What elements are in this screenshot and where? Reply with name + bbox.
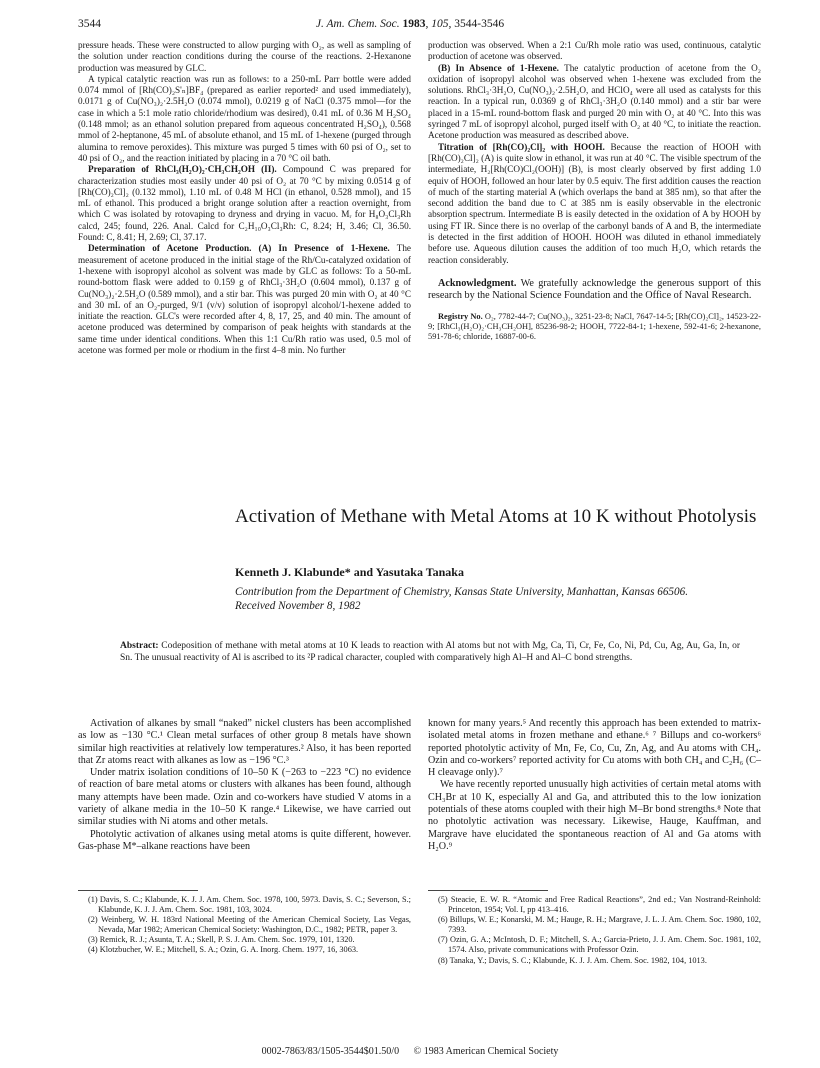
page-number: 3544 [78, 18, 101, 30]
body-right-column [428, 718, 761, 853]
paragraph: A typical catalytic reaction was run as follows: to a 250-mL Parr bottle were added 0.074 mmol of [Rh(CO)₂S'ₙ]BF₄ (prepared as earlier reported² and used immediately), 0.0171 g of Cu(NO₃)₂·2.5H₂O (0.074 mmol), 0.0219 g of NaCl (0.375 mmol—for the case in which a 5:1 mole ratio chloride/rhodium was desired), 0.41 mL of 0.36 M H₂SO₄ (0.148 mmol; as an ethanol solution prepared from aqueous concentrated H₂SO₄), 0.568 mmol of 2-heptanone, 45 mL of absolute ethanol, and 15 mL of 1-hexene (purged through alumina to remove peroxides). This mixture was purged 5 times with 60 psi of O₂, set to 40 psi of O₂, and the reaction initiated by placing in a 70 °C oil bath. [78, 73, 411, 163]
footnote: (7) Ozin, G. A.; McIntosh, D. F.; Mitchell, S. A.; Garcia-Prieto, J. J. Am. Chem. Soc. 1981, 102, 1574. Also, private communications with Professor Ozin. [438, 935, 761, 955]
footnotes-left [88, 895, 411, 956]
journal-volume: 105 [431, 18, 449, 30]
paragraph: production was observed. When a 2:1 Cu/Rh mole ratio was used, continuous, catalytic production of acetone was observed. [428, 40, 761, 62]
acknowledgment: Acknowledgment. We gratefully acknowledge the generous support of this research by the National Science Foundation and the Office of Naval Research. [428, 277, 761, 301]
paragraph: Activation of alkanes by small “naked” nickel clusters has been accomplished as low as −130 °C.¹ Clean metal surfaces of other group 8 metals have shown similar high reactivities at relatively low temperatures.² Also, it has been reported that Zr atoms react with alkanes as low as −196 °C.³ [78, 718, 411, 766]
running-header [78, 18, 742, 34]
footnote: (8) Tanaka, Y.; Davis, S. C.; Klabunde, K. J. J. Am. Chem. Soc. 1982, 104, 1013. [438, 955, 707, 965]
footnote: (5) Steacie, E. W. R. “Atomic and Free Radical Reactions”, 2nd ed.; Van Nostrand-Reinhold: Princeton, 1954; Vol. I, pp 413–416. [438, 895, 761, 915]
footnote: (4) Klotzbucher, W. E.; Mitchell, S. A.; Ozin, G. A. Inorg. Chem. 1977, 16, 3063. [88, 945, 359, 955]
journal-year: 1983 [402, 18, 426, 30]
journal-name: J. Am. Chem. Soc. [315, 18, 400, 30]
section-heading: Titration of [Rh(CO)₂Cl]₂ with HOOH. [438, 141, 605, 152]
article-affiliation: Contribution from the Department of Chemistry, Kansas State University, Manhattan, Kansas 66506. Received November 8, 1982 [235, 586, 688, 612]
paragraph: Under matrix isolation conditions of 10–50 K (−263 to −223 °C) no evidence of reaction of bare metal atoms or clusters with alkanes has been found, although many attempts have been made. Ozin and co-workers have studied V atoms in a variety of alkane media in the 10–50 K range.⁴ Likewise, we have carried out similar studies with Ni atoms and other metals. [78, 767, 411, 828]
paragraph: pressure heads. These were constructed to allow purging with O₂, as well as sampling of the solution under reaction conditions during the course of the reactions. 2-Hexanone production was measured by GLC. [78, 40, 411, 73]
body-left-column [78, 718, 411, 853]
abstract [120, 640, 740, 664]
abstract-label: Abstract: [120, 641, 159, 651]
section-heading: Determination of Acetone Production. (A) In Presence of 1-Hexene. [88, 243, 390, 254]
abstract-text: Codeposition of methane with metal atoms at 10 K leads to reaction with Al atoms but not with Mg, Ca, Ti, Cr, Fe, Co, Ni, Pd, Cu, Ag, Au, Ga, In, or Sn. The unusual reactivity of Al is ascribed to its ²P radical character, coupled with comparatively high Al–H and Al–C bond strengths. [120, 641, 740, 663]
journal-pages: 3544-3546 [454, 18, 505, 30]
top-left-column [78, 40, 411, 356]
paragraph: We have recently reported unusually high activities of certain metal atoms with CH₃Br at 10 K, especially Al and Ga, and attributed this to the low ionization potentials of these atoms coupled with their high M–Br bond strengths.⁸ Note that no photolytic activation was necessary. Likewise, Hauge, Kauffman, and Margrave have elucidated the spontaneous reaction of Al and Ga atoms with H₂O.⁹ [428, 779, 761, 852]
footnote: (2) Weinberg, W. H. 183rd National Meeting of the American Chemical Society, Las Vegas, Nevada, Mar 1982; American Chemical Society: Washington, D.C., 1982; PETR, paper 3. [88, 915, 411, 935]
footnote: (1) Davis, S. C.; Klabunde, K. J. J. Am. Chem. Soc. 1978, 100, 5973. Davis, S. C.; Severson, S.; Klabunde, K. J. J. Am. Chem. Soc. 1981, 103, 3024. [88, 895, 411, 915]
article-authors: Kenneth J. Klabunde* and Yasutaka Tanaka [235, 565, 464, 579]
article-code: 0002-7863/83/1505-3544$01.50/0 [261, 1046, 400, 1057]
journal-citation: J. Am. Chem. Soc. 1983, 105, 3544-3546 [315, 18, 505, 30]
section-heading: (B) In Absence of 1-Hexene. [438, 62, 559, 73]
paragraph: Titration of [Rh(CO)₂Cl]₂ with HOOH. Because the reaction of HOOH with [Rh(CO)₂Cl]₂ (A) is quite slow in ethanol, it was run at 40 °C. The visible spectrum of the intermediate, H₂[Rh(CO)Cl₂(OOH)] (B), is most clearly observed by first adding 1.0 equiv of HOOH, followed an hour later by 0.5 equiv. The first addition causes the reaction of much of the starting material A (which overlaps the band at 385 nm), so that after the second addition the band due to C at 385 nm is easily observable in the electronic absorption spectrum. Intermediate B is easily detected in the oxidation of A by HOOH by using FT IR. Since there is no overlap of the carbonyl bands of A and B, the intermediate is detected in the first addition of HOOH. HOOH was diluted in ethanol immediately before use. Aqueous dilution causes the addition of too much H₂O, which retards the reaction considerably. [428, 141, 761, 265]
paragraph: Photolytic activation of alkanes using metal atoms is quite different, however. Gas-phase M*–alkane reactions have been [78, 828, 411, 852]
paragraph: Preparation of RhCl₃(H₂O)₂·CH₃CH₂OH (II). Compound C was prepared for characterization studies most easily under 40 psi of O₂ at 70 °C by mixing 0.0514 g of [Rh(CO)₂Cl]₂ (0.132 mmol), 1.10 mL of 0.48 M HCl (in ethanol, 0.528 mmol), and 15 mL of ethanol. This produced a bright orange solution after a reaction overnight, from which C was isolated by rotovaping to dryness and drying in vacuo. Mᵣ for H₈O₃Cl₃Rh calcd, 245; found, 226. Anal. Calcd for C₂H₁₀O₃Cl₃Rh: C, 8.24; H, 3.46; Cl, 36.50. Found: C, 8.41; H, 2.69; Cl, 37.17. [78, 164, 411, 243]
footnote: (6) Billups, W. E.; Konarski, M. M.; Hauge, R. H.; Margrave, J. L. J. Am. Chem. Soc. 1980, 102, 7393. [438, 915, 761, 935]
paragraph: Determination of Acetone Production. (A) In Presence of 1-Hexene. The measurement of acetone produced in the initial stage of the Rh/Cu-catalyzed oxidation of 1-hexene with isopropyl alcohol as solvent was made by GLC as follows: To a 50-mL round-bottom flask were added to 0.159 g of RhCl₃·3H₂O (0.604 mmol), 0.137 g of Cu(NO₃)₂·2.5H₂O (0.589 mmol), and a stir bar. This was purged 20 min with O₂ at 40 °C and 30 mL of an O₂-purged, 9/1 (v/v) solution of isopropyl alcohol/1-hexene added to initiate the reaction. GLC's were recorded after 4, 8, 17, 25, and 40 min. The amount of acetone produced was determined by comparison of peak heights with standards at the same time under identical conditions. When this 1:1 Cu/Rh ratio was used, 0.5 mol of acetone was formed per mole or rhodium in the first 4–8 min. No further [78, 243, 411, 356]
copyright-notice: © 1983 American Chemical Society [413, 1046, 559, 1057]
footnote: (3) Remick, R. J.; Asunta, T. A.; Skell, P. S. J. Am. Chem. Soc. 1979, 101, 1320. [88, 935, 355, 945]
section-heading: Preparation of RhCl₃(H₂O)₂·CH₃CH₂OH (II). [88, 164, 277, 175]
footnote-rule [78, 890, 198, 891]
registry-numbers: Registry No. O₂, 7782-44-7; Cu(NO₃)₂, 3251-23-8; NaCl, 7647-14-5; [Rh(CO)₂Cl]₂, 14523-22-9; [RhCl₃(H₂O)₂·CH₃CH₂OH], 85236-98-2; HOOH, 7722-84-1; 1-hexene, 592-41-6; 2-hexanone, 591-78-6; chloride, 16887-00-6. [428, 311, 761, 342]
paragraph: (B) In Absence of 1-Hexene. The catalytic production of acetone from the O₂ oxidation of isopropyl alcohol was observed when 1-hexene was excluded from the solutions. RhCl₃·3H₂O, Cu(NO₃)₂·2.5H₂O, and HClO₄ were all used as catalysts for this reaction. In a typical run, 0.0369 g of RhCl₃·3H₂O (0.140 mmol) and a stir bar were placed in a 15-mL round-bottom flask and purged 20 min with O₂ at 40 °C. Into this was syringed 7 mL of isopropyl alcohol, purged itself with O₂ at 40 °C, to initiate the reaction. Acetone production was measured as described above. [428, 62, 761, 141]
article-title: Activation of Methane with Metal Atoms at 10 K without Photolysis [235, 506, 757, 527]
top-right-column [428, 40, 761, 343]
footnotes-right [438, 895, 761, 966]
footnote-rule [428, 890, 548, 891]
page-footer [0, 1046, 820, 1057]
paragraph: known for many years.⁵ And recently this approach has been extended to matrix-isolated metal atoms in frozen methane and ethane.⁶ ⁷ Billups and co-workers⁶ reported photolytic activity of Mn, Fe, Co, Cu, Zn, Ag, and Au atoms with CH₄. Ozin and co-workers⁷ reported activity for Cu atoms with both CH₄ and C₂H₆ (C–H cleavage only).⁷ [428, 718, 761, 779]
